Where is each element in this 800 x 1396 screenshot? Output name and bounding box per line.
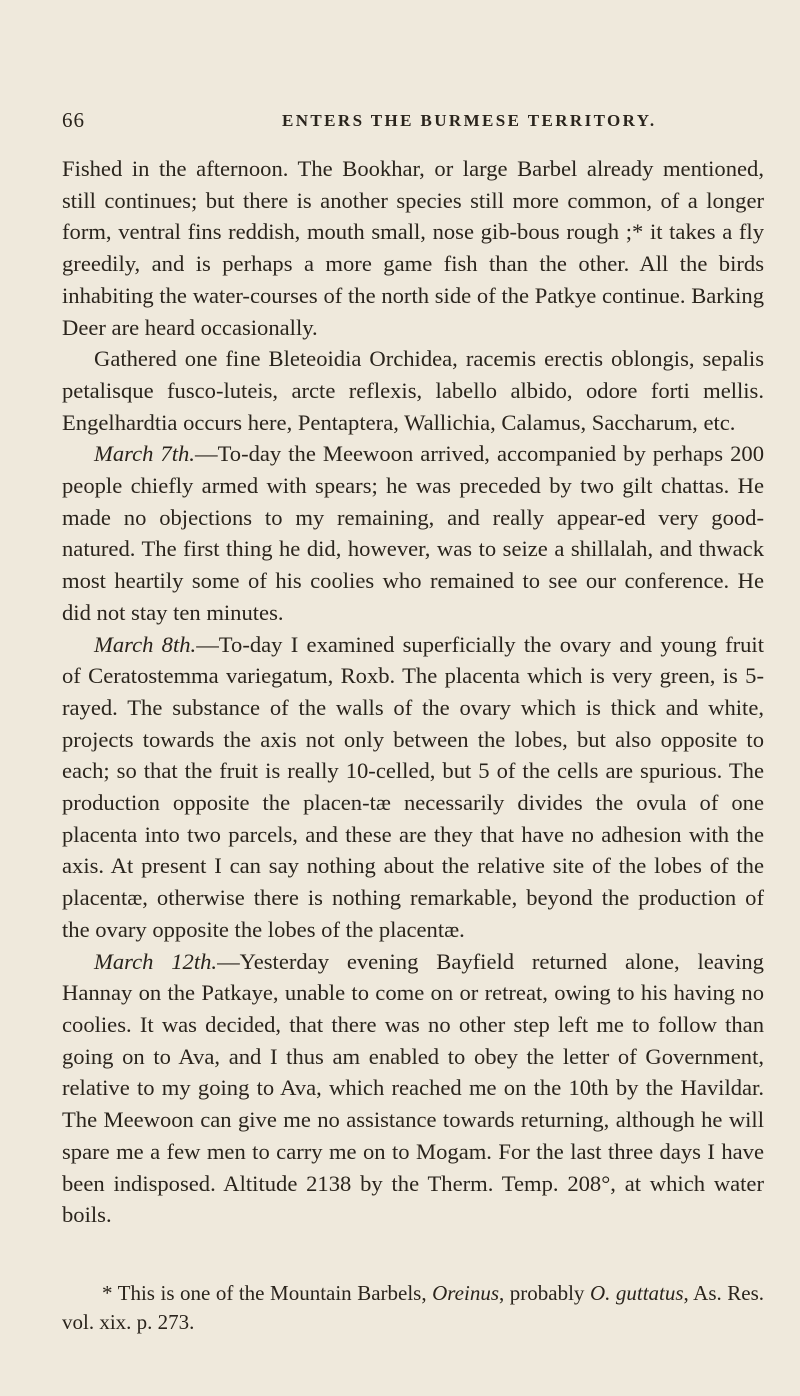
paragraph-march-12 bbox=[62, 946, 764, 1231]
entry-date: March 7th. bbox=[94, 441, 195, 467]
footnote-part: This is one of the Mountain Barbels, bbox=[117, 1281, 433, 1305]
footnote-part: , As. Res. vol. xix. p. 273. bbox=[62, 1281, 765, 1334]
page-number: 66 bbox=[62, 108, 85, 132]
page-header bbox=[62, 108, 762, 138]
paragraph-fishing: Fished in the afternoon. The Bookhar, or large Barbel already mentioned, still continues; but there is another species still more common, of a longer form, ventral fins reddish, mouth small, nose gib-bous rough ;* it takes a fly greedily, and is perhaps a more game fish than the other. All the birds inhabiting the water-courses of the north side of the Patkye continue. Barking Deer are heard occasionally. bbox=[62, 156, 764, 340]
footnote-text bbox=[62, 1279, 764, 1337]
entry-date: March 8th. bbox=[94, 631, 197, 657]
genus-name: Oreinus bbox=[432, 1281, 499, 1305]
body-text bbox=[62, 153, 764, 1231]
paragraph-march-8 bbox=[62, 629, 764, 946]
entry-text: —To-day the Meewoon arrived, accompanied by perhaps 200 people chiefly armed with spears; he was preceded by two gilt chattas. He made no objections to my remaining, and really appear-ed very good-natured. The first thing he did, however, was to seize a shillalah, and thwack most heartily some of his coolies who remained to see our conference. He did not stay ten minutes. bbox=[62, 441, 764, 625]
paragraph-orchid: Gathered one fine Bleteoidia Orchidea, racemis erectis oblongis, sepalis petalisque fusco-luteis, arcte reflexis, labello albido, odore forti mellis. Engelhardtia occurs here, Pentaptera, Wallichia, Calamus, Saccharum, etc. bbox=[62, 346, 764, 435]
footnote-part: , probably bbox=[499, 1281, 590, 1305]
species-name: O. guttatus bbox=[589, 1281, 684, 1305]
footnote-mark: * bbox=[102, 1281, 113, 1305]
entry-date: March 12th. bbox=[94, 948, 218, 974]
footnote bbox=[62, 1279, 764, 1337]
entry-text: —Yesterday evening Bayfield returned alone, leaving Hannay on the Patkaye, unable to come on or retreat, owing to his having no coolies. It was decided, that there was no other step left me to follow than going on to Ava, and I thus am enabled to obey the letter of Government, relative to my going to Ava, which reached me on the 10th by the Havildar. The Meewoon can give me no assistance towards returning, although he will spare me a few men to carry me on to Mogam. For the last three days I have been indisposed. Altitude 2138 by the Therm. Temp. 208°, at which water boils. bbox=[62, 948, 764, 1228]
paragraph-march-7 bbox=[62, 438, 764, 628]
running-title: ENTERS THE BURMESE TERRITORY. bbox=[282, 111, 657, 130]
entry-text: —To-day I examined superficially the ovary and young fruit of Ceratostemma variegatum, Roxb. The placenta which is very green, is 5-rayed. The substance of the walls of the ovary which is thick and white, projects towards the axis not only between the lobes, but also opposite to each; so that the fruit is really 10-celled, but 5 of the cells are spurious. The production opposite the placen-tæ necessarily divides the ovula of one placenta into two parcels, and these are they that have no adhesion with the axis. At present I can say nothing about the relative site of the lobes of the placentæ, otherwise there is nothing remarkable, beyond the production of the ovary opposite the lobes of the placentæ. bbox=[62, 631, 764, 942]
